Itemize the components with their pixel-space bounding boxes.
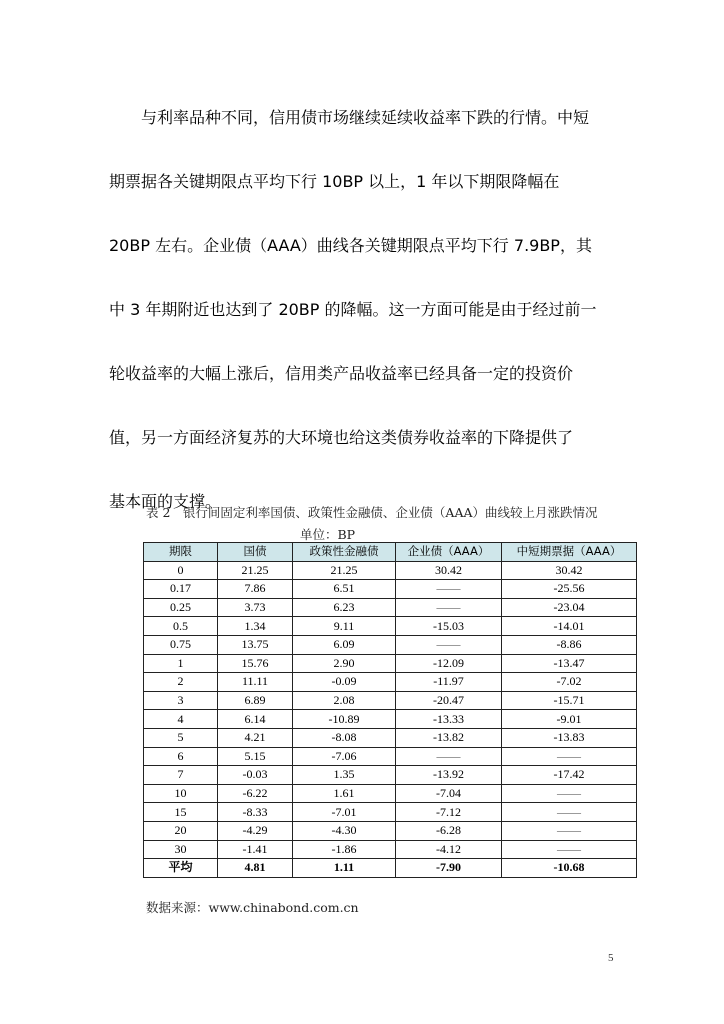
- yield-change-table: [143, 542, 637, 878]
- table-cell: -8.86: [502, 635, 637, 654]
- table-cell: 30.42: [502, 561, 637, 580]
- table-cell: 6.23: [293, 598, 396, 617]
- table-cell: 21.25: [218, 561, 293, 580]
- table-row: [144, 580, 637, 599]
- data-source: 数据来源：www.chinabond.com.cn: [146, 900, 359, 915]
- table-cell: ——: [502, 840, 637, 859]
- table-cell: -13.83: [502, 728, 637, 747]
- table-unit: 单位：BP: [300, 527, 356, 542]
- table-cell: ——: [396, 580, 502, 599]
- table-cell: -4.29: [218, 821, 293, 840]
- table-cell: 2: [144, 673, 218, 692]
- table-cell: 6.09: [293, 635, 396, 654]
- table-cell: -11.97: [396, 673, 502, 692]
- table-cell: -4.30: [293, 821, 396, 840]
- table-cell: ——: [502, 821, 637, 840]
- table-cell: -15.03: [396, 617, 502, 636]
- table-cell: -0.03: [218, 766, 293, 785]
- table-cell: -6.22: [218, 784, 293, 803]
- table-cell: -20.47: [396, 691, 502, 710]
- paragraph-line: 基本面的支撑。: [109, 492, 222, 511]
- paragraph-line: 20BP 左右。企业债（AAA）曲线各关键期限点平均下行 7.9BP，其: [109, 236, 592, 255]
- table-row: [144, 598, 637, 617]
- table-cell: 11.11: [218, 673, 293, 692]
- table-row: [144, 747, 637, 766]
- header-treasury: 国债: [218, 543, 293, 562]
- table-row: [144, 710, 637, 729]
- table-cell: 30.42: [396, 561, 502, 580]
- table-row: [144, 803, 637, 822]
- table-cell: ——: [396, 747, 502, 766]
- table-cell: -15.71: [502, 691, 637, 710]
- table-cell: 6.51: [293, 580, 396, 599]
- table-cell: ——: [502, 784, 637, 803]
- table-cell: ——: [396, 598, 502, 617]
- table-cell: 20: [144, 821, 218, 840]
- table-cell: 3.73: [218, 598, 293, 617]
- table-row: [144, 635, 637, 654]
- page-number: 5: [608, 952, 614, 964]
- table-cell: -12.09: [396, 654, 502, 673]
- table-cell: -13.82: [396, 728, 502, 747]
- average-cell: -7.90: [396, 859, 502, 878]
- table-cell: 13.75: [218, 635, 293, 654]
- average-cell: -10.68: [502, 859, 637, 878]
- table-cell: -13.92: [396, 766, 502, 785]
- table-cell: -1.41: [218, 840, 293, 859]
- table-cell: -14.01: [502, 617, 637, 636]
- table-cell: 1.61: [293, 784, 396, 803]
- table-row: [144, 728, 637, 747]
- table-cell: -0.09: [293, 673, 396, 692]
- table-cell: 0.75: [144, 635, 218, 654]
- average-row: [144, 859, 637, 878]
- table-cell: 6.89: [218, 691, 293, 710]
- table-cell: 0: [144, 561, 218, 580]
- paragraph-line: 轮收益率的大幅上涨后，信用类产品收益率已经具备一定的投资价: [109, 364, 574, 383]
- table-row: [144, 784, 637, 803]
- table-cell: ——: [502, 747, 637, 766]
- table-cell: 2.08: [293, 691, 396, 710]
- average-cell: 1.11: [293, 859, 396, 878]
- table-cell: 6.14: [218, 710, 293, 729]
- table-cell: 21.25: [293, 561, 396, 580]
- table-cell: 7: [144, 766, 218, 785]
- table-row: [144, 561, 637, 580]
- paragraph-line: 期票据各关键期限点平均下行 10BP 以上，1 年以下期限降幅在: [109, 172, 560, 191]
- table-cell: 0.25: [144, 598, 218, 617]
- table-caption: 表 2 银行间固定利率国债、政策性金融债、企业债（AAA）曲线较上月涨跌情况: [146, 505, 598, 520]
- table-cell: 9.11: [293, 617, 396, 636]
- table-row: [144, 654, 637, 673]
- average-cell: 4.81: [218, 859, 293, 878]
- table-cell: -9.01: [502, 710, 637, 729]
- table-cell: 2.90: [293, 654, 396, 673]
- table-cell: ——: [396, 635, 502, 654]
- header-term: 期限: [144, 543, 218, 562]
- table-cell: 15: [144, 803, 218, 822]
- body-paragraph: [109, 101, 619, 549]
- table-cell: -8.08: [293, 728, 396, 747]
- table-cell: -6.28: [396, 821, 502, 840]
- table-cell: -7.04: [396, 784, 502, 803]
- header-policy-bank-bond: 政策性金融债: [293, 543, 396, 562]
- table-header-row: [144, 543, 637, 562]
- table-cell: -7.06: [293, 747, 396, 766]
- table-cell: 4: [144, 710, 218, 729]
- table-cell: 15.76: [218, 654, 293, 673]
- table-row: [144, 840, 637, 859]
- table-cell: -13.33: [396, 710, 502, 729]
- header-corporate-bond: 企业债（AAA）: [396, 543, 502, 562]
- table-row: [144, 691, 637, 710]
- table-row: [144, 617, 637, 636]
- table-cell: -4.12: [396, 840, 502, 859]
- header-mtn-cp: 中短期票据（AAA）: [502, 543, 637, 562]
- average-cell: 平均: [144, 859, 218, 878]
- paragraph-line: 中 3 年期附近也达到了 20BP 的降幅。这一方面可能是由于经过前一: [109, 300, 597, 319]
- table-cell: -10.89: [293, 710, 396, 729]
- table-cell: -25.56: [502, 580, 637, 599]
- table-cell: -1.86: [293, 840, 396, 859]
- table-cell: 5: [144, 728, 218, 747]
- table-row: [144, 673, 637, 692]
- table-row: [144, 821, 637, 840]
- table-cell: 1: [144, 654, 218, 673]
- table-cell: 7.86: [218, 580, 293, 599]
- table-cell: 0.17: [144, 580, 218, 599]
- table-cell: 6: [144, 747, 218, 766]
- table-cell: 1.34: [218, 617, 293, 636]
- table-row: [144, 766, 637, 785]
- table-cell: -13.47: [502, 654, 637, 673]
- paragraph-line: 与利率品种不同，信用债市场继续延续收益率下跌的行情。中短: [141, 108, 590, 127]
- table-cell: -17.42: [502, 766, 637, 785]
- table-cell: -7.01: [293, 803, 396, 822]
- table-cell: 1.35: [293, 766, 396, 785]
- table-cell: 0.5: [144, 617, 218, 636]
- table-cell: -7.12: [396, 803, 502, 822]
- table-cell: 10: [144, 784, 218, 803]
- table-cell: 5.15: [218, 747, 293, 766]
- table-cell: ——: [502, 803, 637, 822]
- table-cell: 4.21: [218, 728, 293, 747]
- paragraph-line: 值，另一方面经济复苏的大环境也给这类债券收益率的下降提供了: [109, 428, 574, 447]
- table-cell: -8.33: [218, 803, 293, 822]
- table-cell: 3: [144, 691, 218, 710]
- table-cell: -23.04: [502, 598, 637, 617]
- table-cell: 30: [144, 840, 218, 859]
- table-cell: -7.02: [502, 673, 637, 692]
